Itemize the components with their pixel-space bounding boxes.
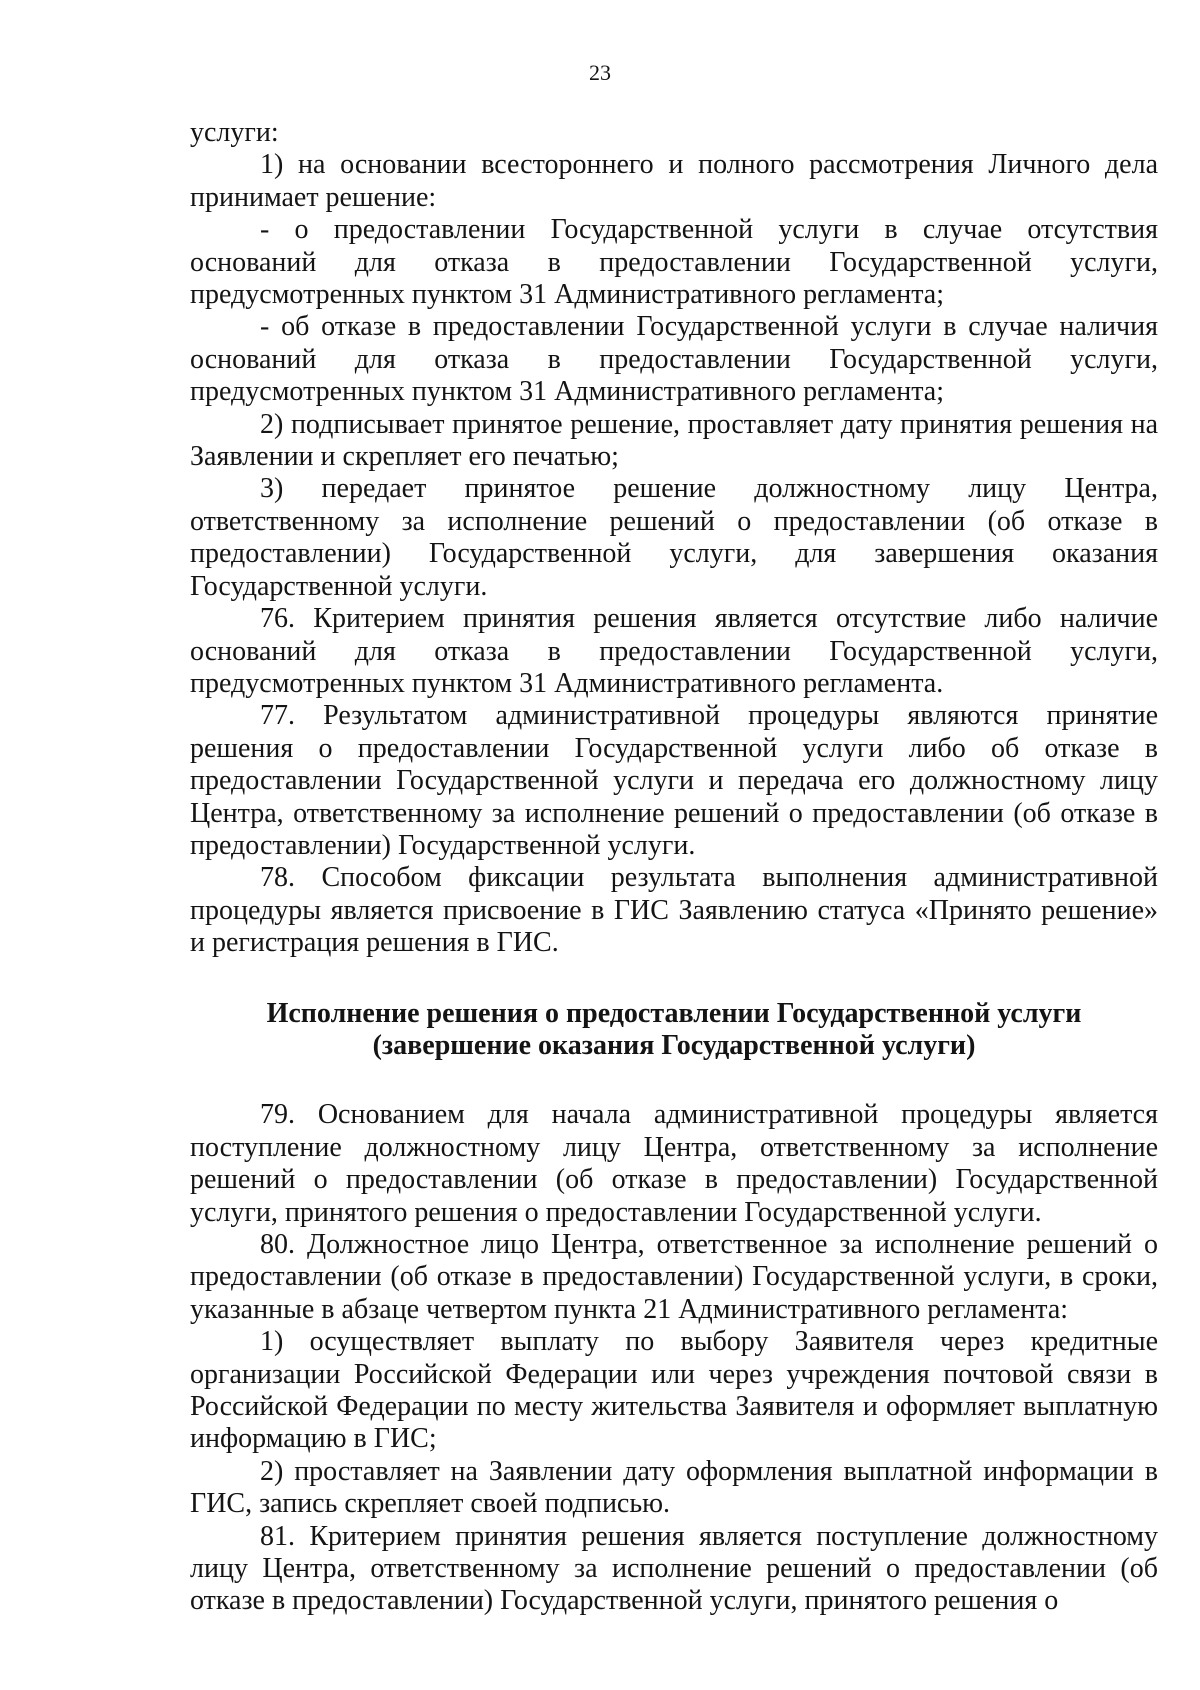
paragraph: 80. Должностное лицо Центра, ответственное за исполнение решений о предоставлении (об отказе в предоставлении) Государственной услуги, в сроки, указанные в абзаце четвертом пункта 21 Административного регламента:: [190, 1229, 1158, 1325]
paragraph: 81. Критерием принятия решения является поступление должностному лицу Центра, ответственному за исполнение решений о предоставлении (об отказе в предоставлении) Государственной услуги, принятого решения о: [190, 1520, 1158, 1617]
paragraph: 3) передает принятое решение должностному лицу Центра, ответственному за исполнение решений о предоставлении (об отказе в предоставлении) Государственной услуги, для завершения оказания Государственной услуги.: [190, 473, 1158, 602]
paragraph: 78. Способом фиксации результата выполнения административной процедуры является присвоение в ГИС Заявлению статуса «Принято решение» и регистрация решения в ГИС.: [190, 862, 1158, 959]
paragraph: - о предоставлении Государственной услуги в случае отсутствия оснований для отказа в предоставлении Государственной услуги, предусмотренных пунктом 31 Административного регламента;: [190, 214, 1158, 311]
section-after-heading: [190, 1099, 1158, 1618]
paragraph: 76. Критерием принятия решения является отсутствие либо наличие оснований для отказа в предоставлении Государственной услуги, предусмотренных пунктом 31 Административного регламента.: [190, 603, 1158, 699]
paragraph: 1) осуществляет выплату по выбору Заявителя через кредитные организации Российской Федерации или через учреждения почтовой связи в Российской Федерации по месту жительства Заявителя и оформляет выплатную информацию в ГИС;: [190, 1326, 1158, 1455]
paragraph: 2) подписывает принятое решение, проставляет дату принятия решения на Заявлении и скрепляет его печатью;: [190, 408, 1158, 473]
paragraph: услуги:: [190, 117, 279, 148]
paragraph: 1) на основании всестороннего и полного рассмотрения Личного дела принимает решение:: [190, 149, 1158, 213]
section-heading-line: Исполнение решения о предоставлении Государственной услуги: [266, 997, 1082, 1029]
section-heading: [190, 998, 1158, 1063]
paragraph: 77. Результатом административной процедуры являются принятие решения о предоставлении Государственной услуги либо об отказе в предоставлении Государственной услуги и передача его должностному лицу Центра, ответственному за исполнение решений о предоставлении (об отказе в предоставлении) Государственной услуги.: [190, 700, 1158, 861]
document-body: [190, 117, 1158, 1618]
section-heading-line: (завершение оказания Государственной услуги): [372, 1029, 976, 1061]
paragraph: 79. Основанием для начала административной процедуры является поступление должностному лицу Центра, ответственному за исполнение решений о предоставлении (об отказе в предоставлении) Государственной услуги, принятого решения о предоставлении Государственной услуги.: [190, 1099, 1158, 1228]
paragraph: 2) проставляет на Заявлении дату оформления выплатной информации в ГИС, запись скрепляет своей подписью.: [190, 1455, 1158, 1520]
page-number: 23: [589, 60, 611, 85]
paragraph: - об отказе в предоставлении Государственной услуги в случае наличия оснований для отказа в предоставлении Государственной услуги, предусмотренных пунктом 31 Административного регламента;: [190, 311, 1158, 408]
section-before-heading: [190, 117, 1158, 960]
